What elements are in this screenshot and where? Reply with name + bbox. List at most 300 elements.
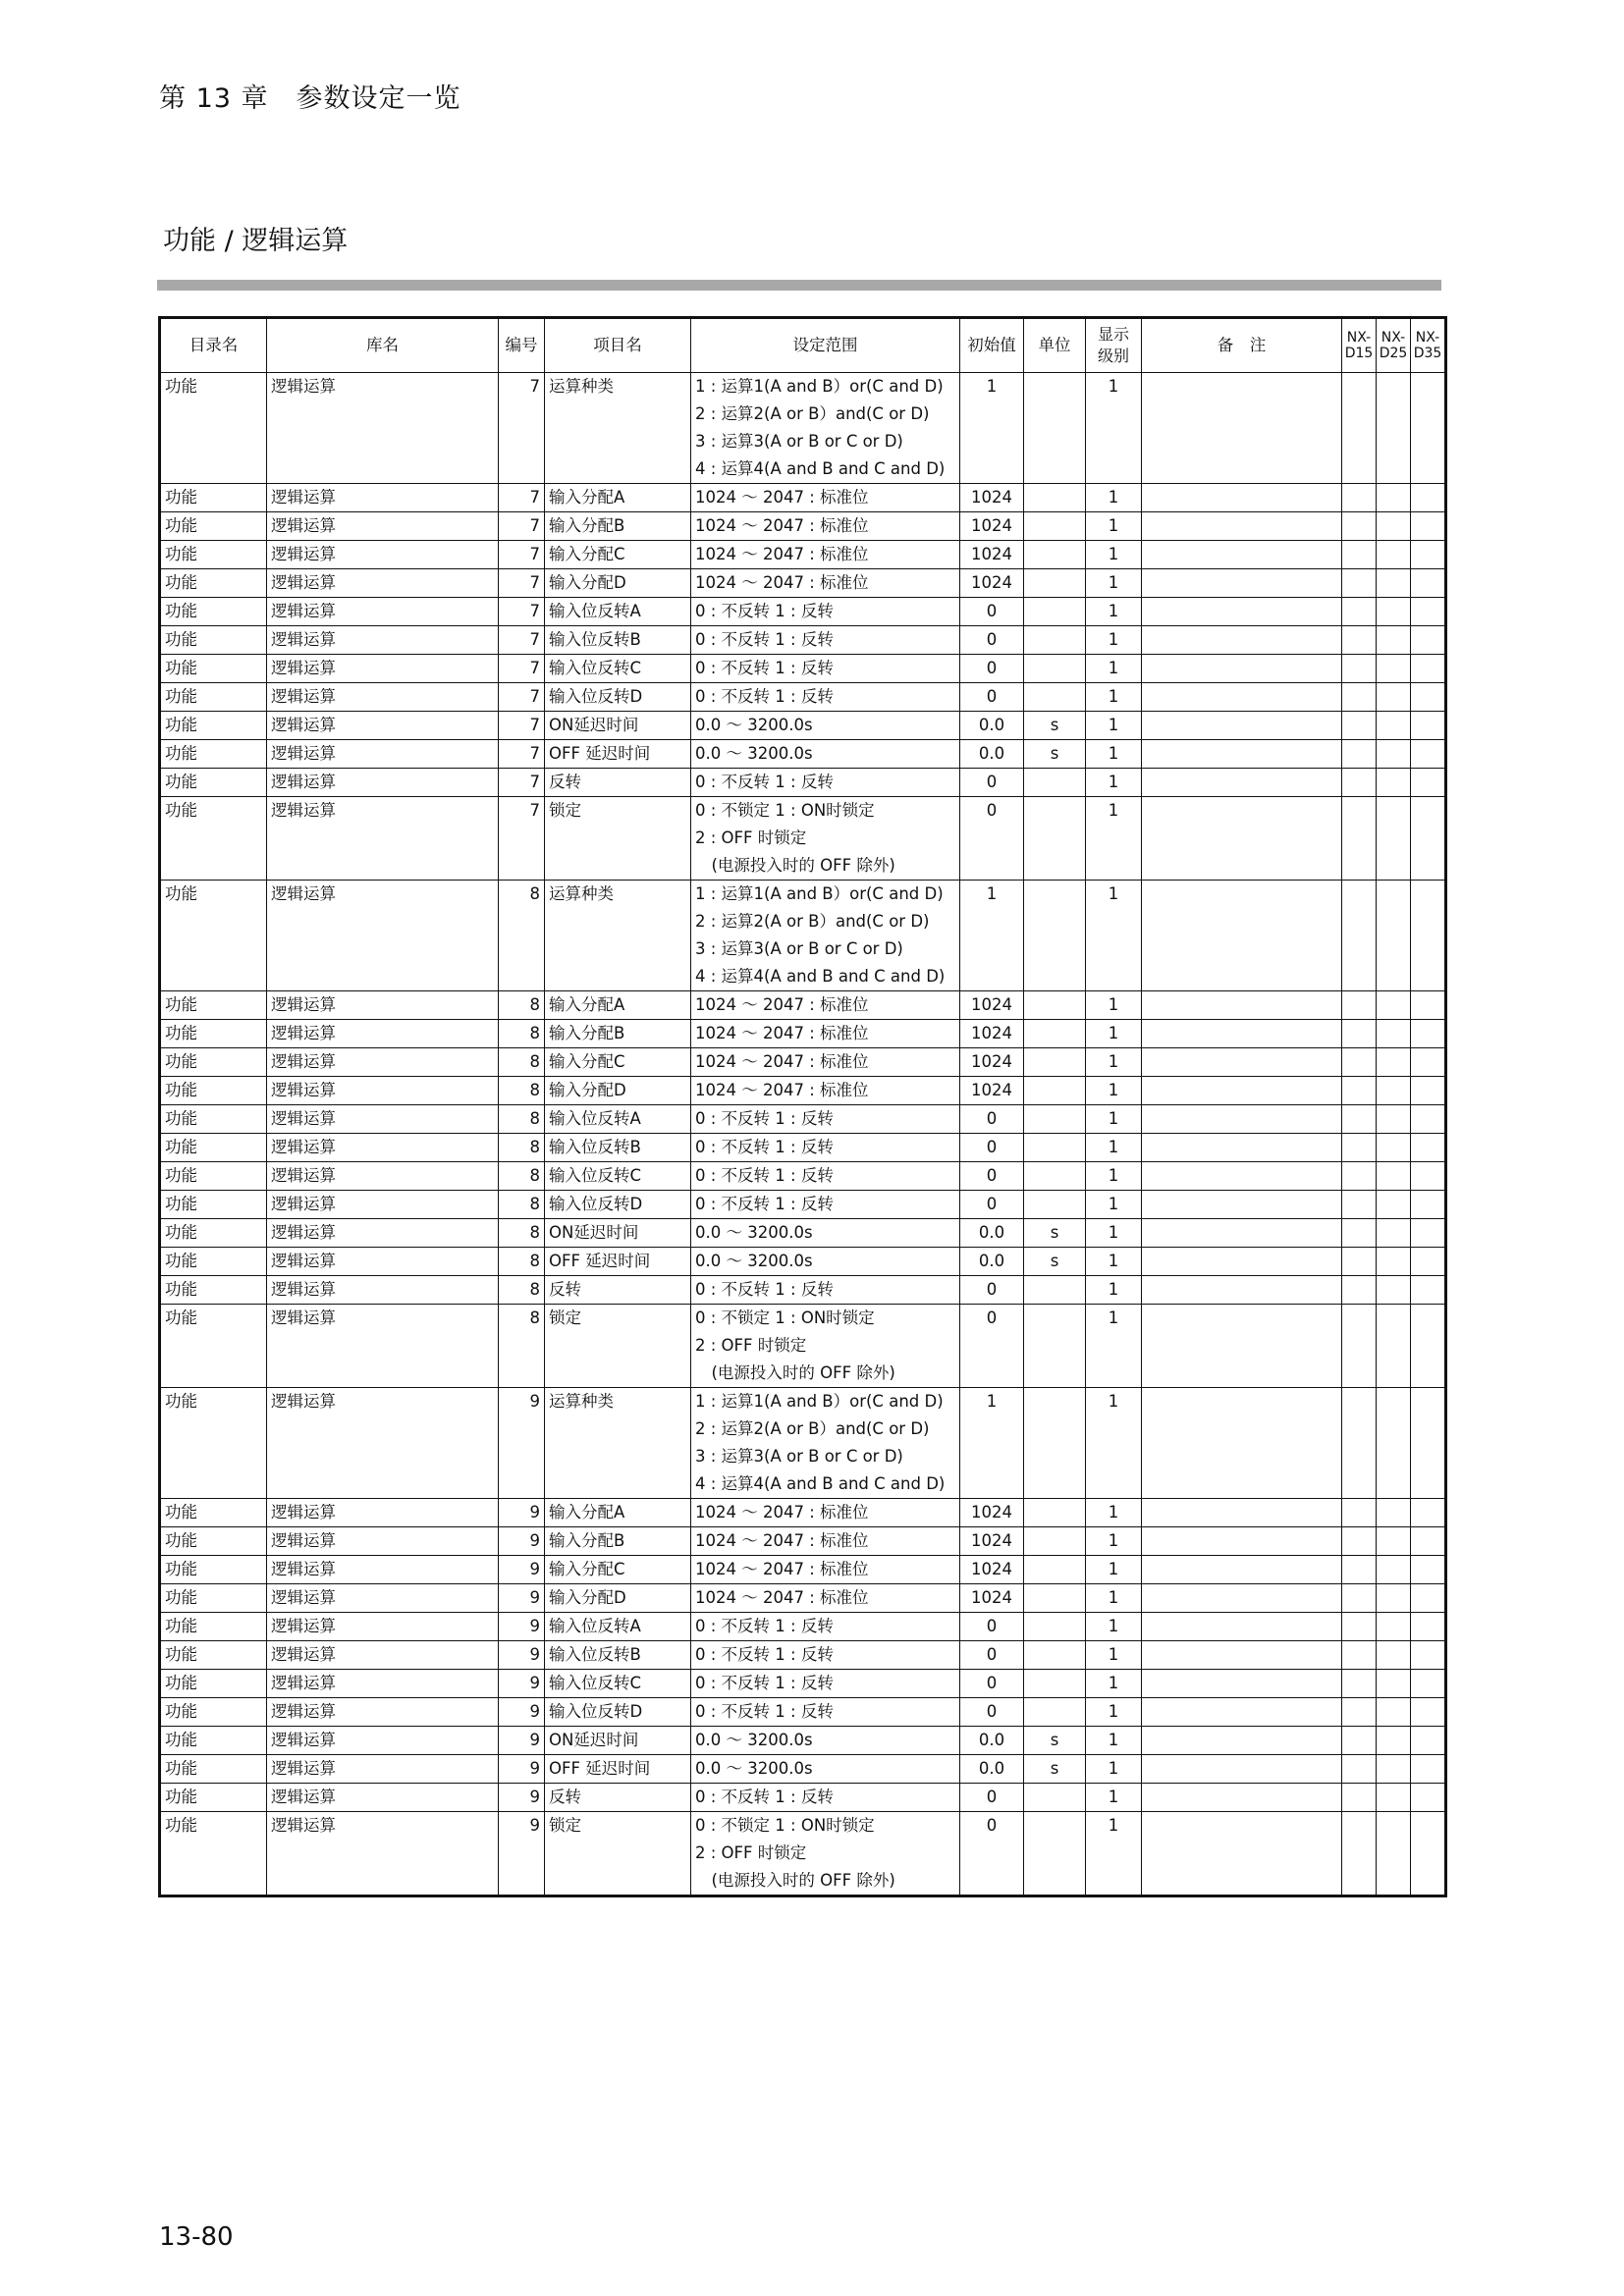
cell-item: 锁定 (545, 797, 691, 881)
range-line: 1 : 运算1(A and B）or(C and D) (695, 1392, 944, 1411)
cell-catalog: 功能 (160, 1020, 267, 1048)
cell-catalog: 功能 (160, 1248, 267, 1276)
table-body (160, 373, 1446, 1896)
cell-range (691, 1613, 960, 1641)
cell-item: 输入分配B (545, 512, 691, 541)
cell-nx-d25 (1377, 1219, 1411, 1248)
cell-nx-d25 (1377, 1276, 1411, 1305)
range-line: 3 : 运算3(A or B or C or D) (695, 432, 903, 451)
cell-number: 9 (499, 1755, 545, 1784)
cell-display-level: 1 (1086, 740, 1142, 769)
table-row (160, 797, 1446, 881)
cell-catalog: 功能 (160, 569, 267, 598)
cell-initial: 1 (960, 1388, 1024, 1499)
cell-range (691, 1527, 960, 1556)
cell-notes (1142, 1276, 1342, 1305)
cell-number: 8 (499, 1048, 545, 1077)
cell-range (691, 1556, 960, 1584)
cell-display-level: 1 (1086, 1784, 1142, 1812)
cell-notes (1142, 1162, 1342, 1191)
cell-number: 8 (499, 1077, 545, 1105)
cell-unit (1024, 1162, 1086, 1191)
cell-unit: s (1024, 712, 1086, 740)
table-row (160, 626, 1446, 655)
cell-initial: 0 (960, 1105, 1024, 1134)
cell-item: 输入分配B (545, 1527, 691, 1556)
cell-nx-d15 (1342, 598, 1377, 626)
table-row (160, 1388, 1446, 1499)
cell-nx-d35 (1411, 1727, 1446, 1755)
cell-item: 输入分配B (545, 1020, 691, 1048)
cell-library: 逻辑运算 (267, 373, 499, 484)
cell-library: 逻辑运算 (267, 541, 499, 569)
cell-initial: 0 (960, 769, 1024, 797)
cell-number: 7 (499, 797, 545, 881)
cell-library: 逻辑运算 (267, 1248, 499, 1276)
cell-library: 逻辑运算 (267, 1584, 499, 1613)
cell-nx-d25 (1377, 1641, 1411, 1670)
table-row (160, 1276, 1446, 1305)
cell-library: 逻辑运算 (267, 1105, 499, 1134)
cell-item: 反转 (545, 1784, 691, 1812)
header-nx-d15 (1342, 318, 1377, 373)
cell-initial: 1024 (960, 512, 1024, 541)
cell-nx-d15 (1342, 569, 1377, 598)
cell-library: 逻辑运算 (267, 569, 499, 598)
cell-nx-d35 (1411, 1584, 1446, 1613)
cell-catalog: 功能 (160, 1584, 267, 1613)
table-row (160, 1048, 1446, 1077)
header-nx-d15-line1: NX- (1346, 330, 1372, 346)
cell-catalog: 功能 (160, 1191, 267, 1219)
cell-nx-d35 (1411, 1276, 1446, 1305)
cell-nx-d35 (1411, 1499, 1446, 1527)
table-row (160, 1162, 1446, 1191)
cell-number: 8 (499, 1248, 545, 1276)
cell-item: 反转 (545, 769, 691, 797)
table-row (160, 512, 1446, 541)
cell-nx-d35 (1411, 797, 1446, 881)
cell-unit (1024, 541, 1086, 569)
cell-library: 逻辑运算 (267, 740, 499, 769)
cell-display-level: 1 (1086, 1020, 1142, 1048)
cell-nx-d25 (1377, 1698, 1411, 1727)
cell-nx-d25 (1377, 1755, 1411, 1784)
cell-unit: s (1024, 1755, 1086, 1784)
cell-item: 输入位反转A (545, 1613, 691, 1641)
table-row (160, 1698, 1446, 1727)
cell-unit: s (1024, 740, 1086, 769)
cell-number: 8 (499, 991, 545, 1020)
cell-nx-d25 (1377, 484, 1411, 512)
cell-range (691, 683, 960, 712)
range-line: 1024 ～ 2047 : 标准位 (695, 516, 869, 535)
cell-item: 锁定 (545, 1305, 691, 1388)
cell-initial: 0 (960, 797, 1024, 881)
range-line: 0.0 ～ 3200.0s (695, 1252, 813, 1270)
cell-display-level: 1 (1086, 1641, 1142, 1670)
cell-nx-d15 (1342, 1698, 1377, 1727)
cell-display-level: 1 (1086, 881, 1142, 991)
range-line: 1024 ～ 2047 : 标准位 (695, 1560, 869, 1578)
cell-nx-d15 (1342, 740, 1377, 769)
cell-range (691, 1020, 960, 1048)
table-row (160, 740, 1446, 769)
cell-catalog: 功能 (160, 512, 267, 541)
cell-range (691, 1499, 960, 1527)
cell-nx-d35 (1411, 569, 1446, 598)
range-line: 0 : 不反转 1 : 反转 (695, 1195, 834, 1213)
cell-nx-d15 (1342, 1305, 1377, 1388)
cell-initial: 1024 (960, 1527, 1024, 1556)
cell-nx-d25 (1377, 769, 1411, 797)
header-nx-d25 (1377, 318, 1411, 373)
cell-catalog: 功能 (160, 1784, 267, 1812)
cell-library: 逻辑运算 (267, 991, 499, 1020)
range-line: 4 : 运算4(A and B and C and D) (695, 967, 946, 986)
cell-range (691, 626, 960, 655)
range-line: 0.0 ～ 3200.0s (695, 744, 813, 763)
cell-notes (1142, 626, 1342, 655)
cell-library: 逻辑运算 (267, 1613, 499, 1641)
range-line: 2 : 运算2(A or B）and(C or D) (695, 1419, 930, 1438)
cell-unit (1024, 1784, 1086, 1812)
cell-nx-d15 (1342, 1248, 1377, 1276)
cell-display-level: 1 (1086, 1248, 1142, 1276)
cell-unit (1024, 373, 1086, 484)
cell-display-level: 1 (1086, 626, 1142, 655)
cell-catalog: 功能 (160, 1727, 267, 1755)
cell-range (691, 1191, 960, 1219)
cell-initial: 0.0 (960, 1219, 1024, 1248)
cell-catalog: 功能 (160, 1388, 267, 1499)
cell-initial: 0 (960, 1162, 1024, 1191)
cell-nx-d15 (1342, 1727, 1377, 1755)
cell-unit (1024, 1191, 1086, 1219)
cell-unit: s (1024, 1219, 1086, 1248)
cell-item: 输入位反转D (545, 1698, 691, 1727)
cell-nx-d35 (1411, 1641, 1446, 1670)
cell-unit (1024, 1527, 1086, 1556)
cell-display-level: 1 (1086, 1305, 1142, 1388)
cell-initial: 0.0 (960, 1727, 1024, 1755)
cell-catalog: 功能 (160, 769, 267, 797)
cell-number: 7 (499, 541, 545, 569)
cell-range (691, 512, 960, 541)
cell-library: 逻辑运算 (267, 1077, 499, 1105)
cell-library: 逻辑运算 (267, 1134, 499, 1162)
table-row (160, 1727, 1446, 1755)
range-line: 0.0 ～ 3200.0s (695, 1731, 813, 1749)
table-row (160, 1755, 1446, 1784)
cell-catalog: 功能 (160, 1219, 267, 1248)
cell-initial: 0 (960, 1276, 1024, 1305)
range-line: 0 : 不反转 1 : 反转 (695, 773, 834, 791)
cell-nx-d35 (1411, 626, 1446, 655)
cell-library: 逻辑运算 (267, 598, 499, 626)
cell-notes (1142, 598, 1342, 626)
cell-library: 逻辑运算 (267, 1556, 499, 1584)
cell-nx-d35 (1411, 1670, 1446, 1698)
table-row (160, 1248, 1446, 1276)
cell-display-level: 1 (1086, 1388, 1142, 1499)
cell-nx-d25 (1377, 1105, 1411, 1134)
range-line: 4 : 运算4(A and B and C and D) (695, 1474, 946, 1493)
cell-library: 逻辑运算 (267, 1784, 499, 1812)
cell-library: 逻辑运算 (267, 512, 499, 541)
cell-item: OFF 延迟时间 (545, 1755, 691, 1784)
cell-display-level: 1 (1086, 683, 1142, 712)
cell-nx-d25 (1377, 1584, 1411, 1613)
table-row (160, 1613, 1446, 1641)
cell-initial: 1024 (960, 1020, 1024, 1048)
range-line: 0 : 不反转 1 : 反转 (695, 1617, 834, 1635)
cell-item: 输入位反转B (545, 1134, 691, 1162)
cell-notes (1142, 1077, 1342, 1105)
cell-catalog: 功能 (160, 373, 267, 484)
cell-unit (1024, 1305, 1086, 1388)
cell-unit (1024, 598, 1086, 626)
cell-nx-d15 (1342, 1812, 1377, 1896)
cell-library: 逻辑运算 (267, 683, 499, 712)
cell-display-level: 1 (1086, 1162, 1142, 1191)
header-display-line1: 显示 (1097, 325, 1129, 344)
table-row (160, 1784, 1446, 1812)
cell-notes (1142, 991, 1342, 1020)
cell-initial: 0.0 (960, 712, 1024, 740)
cell-unit (1024, 1584, 1086, 1613)
cell-unit (1024, 655, 1086, 683)
cell-library: 逻辑运算 (267, 881, 499, 991)
cell-nx-d25 (1377, 1134, 1411, 1162)
cell-library: 逻辑运算 (267, 1527, 499, 1556)
cell-number: 7 (499, 769, 545, 797)
cell-number: 8 (499, 1219, 545, 1248)
cell-unit (1024, 1670, 1086, 1698)
cell-range (691, 1276, 960, 1305)
table-row (160, 1584, 1446, 1613)
cell-display-level: 1 (1086, 1191, 1142, 1219)
section-title: 功能 / 逻辑运算 (163, 226, 349, 256)
cell-nx-d25 (1377, 655, 1411, 683)
cell-display-level: 1 (1086, 1670, 1142, 1698)
cell-notes (1142, 655, 1342, 683)
chapter-title: 第 13 章 参数设定一览 (159, 83, 461, 114)
cell-nx-d25 (1377, 1048, 1411, 1077)
table-row (160, 1670, 1446, 1698)
cell-initial: 0 (960, 1191, 1024, 1219)
cell-item: ON延迟时间 (545, 1727, 691, 1755)
cell-initial: 0 (960, 1812, 1024, 1896)
table-row (160, 1812, 1446, 1896)
cell-notes (1142, 1134, 1342, 1162)
cell-library: 逻辑运算 (267, 1162, 499, 1191)
table-row (160, 1219, 1446, 1248)
table-row (160, 569, 1446, 598)
cell-nx-d25 (1377, 1191, 1411, 1219)
cell-unit (1024, 1556, 1086, 1584)
cell-nx-d15 (1342, 1527, 1377, 1556)
cell-library: 逻辑运算 (267, 1499, 499, 1527)
cell-nx-d25 (1377, 373, 1411, 484)
header-display-level (1086, 318, 1142, 373)
cell-nx-d15 (1342, 1162, 1377, 1191)
cell-nx-d15 (1342, 1670, 1377, 1698)
cell-nx-d15 (1342, 1191, 1377, 1219)
cell-display-level: 1 (1086, 1219, 1142, 1248)
cell-display-level: 1 (1086, 1812, 1142, 1896)
cell-library: 逻辑运算 (267, 1276, 499, 1305)
cell-nx-d35 (1411, 1613, 1446, 1641)
range-line: 0 : 不反转 1 : 反转 (695, 1109, 834, 1128)
cell-range (691, 1698, 960, 1727)
cell-unit (1024, 1641, 1086, 1670)
cell-catalog: 功能 (160, 881, 267, 991)
cell-library: 逻辑运算 (267, 769, 499, 797)
cell-number: 9 (499, 1641, 545, 1670)
cell-notes (1142, 797, 1342, 881)
cell-item: 输入分配D (545, 569, 691, 598)
table-row (160, 712, 1446, 740)
table-row (160, 991, 1446, 1020)
cell-nx-d35 (1411, 598, 1446, 626)
cell-nx-d15 (1342, 683, 1377, 712)
cell-unit (1024, 769, 1086, 797)
cell-nx-d15 (1342, 991, 1377, 1020)
range-line: 0 : 不反转 1 : 反转 (695, 1166, 834, 1185)
cell-notes (1142, 1641, 1342, 1670)
cell-display-level: 1 (1086, 1584, 1142, 1613)
cell-nx-d15 (1342, 1105, 1377, 1134)
cell-notes (1142, 881, 1342, 991)
cell-nx-d25 (1377, 569, 1411, 598)
header-range: 设定范围 (691, 318, 960, 373)
cell-unit (1024, 1276, 1086, 1305)
cell-range (691, 1670, 960, 1698)
cell-initial: 0 (960, 1784, 1024, 1812)
cell-nx-d35 (1411, 1248, 1446, 1276)
header-notes: 备 注 (1142, 318, 1342, 373)
cell-notes (1142, 1191, 1342, 1219)
cell-number: 7 (499, 512, 545, 541)
cell-range (691, 881, 960, 991)
cell-catalog: 功能 (160, 1613, 267, 1641)
cell-item: 反转 (545, 1276, 691, 1305)
cell-catalog: 功能 (160, 797, 267, 881)
cell-nx-d25 (1377, 541, 1411, 569)
header-catalog: 目录名 (160, 318, 267, 373)
section-divider (157, 280, 1441, 291)
cell-initial: 0 (960, 598, 1024, 626)
range-line: (电源投入时的 OFF 除外) (695, 1363, 895, 1382)
cell-catalog: 功能 (160, 1134, 267, 1162)
range-line: 1024 ～ 2047 : 标准位 (695, 1531, 869, 1550)
cell-item: 输入分配C (545, 541, 691, 569)
cell-nx-d15 (1342, 541, 1377, 569)
cell-nx-d25 (1377, 1388, 1411, 1499)
cell-library: 逻辑运算 (267, 1388, 499, 1499)
table-row (160, 1556, 1446, 1584)
cell-nx-d25 (1377, 740, 1411, 769)
table-row (160, 655, 1446, 683)
cell-library: 逻辑运算 (267, 1812, 499, 1896)
page-number: 13-80 (159, 2222, 234, 2252)
cell-number: 8 (499, 1134, 545, 1162)
range-line: 2 : 运算2(A or B）and(C or D) (695, 404, 930, 423)
cell-number: 7 (499, 683, 545, 712)
cell-catalog: 功能 (160, 1276, 267, 1305)
cell-nx-d15 (1342, 1499, 1377, 1527)
cell-nx-d35 (1411, 1020, 1446, 1048)
cell-display-level: 1 (1086, 484, 1142, 512)
cell-display-level: 1 (1086, 1499, 1142, 1527)
cell-nx-d15 (1342, 655, 1377, 683)
header-unit: 单位 (1024, 318, 1086, 373)
cell-display-level: 1 (1086, 373, 1142, 484)
range-line: 0 : 不反转 1 : 反转 (695, 1138, 834, 1156)
cell-library: 逻辑运算 (267, 1641, 499, 1670)
cell-display-level: 1 (1086, 598, 1142, 626)
cell-nx-d35 (1411, 769, 1446, 797)
range-line: 0.0 ～ 3200.0s (695, 1759, 813, 1778)
cell-catalog: 功能 (160, 1755, 267, 1784)
cell-number: 8 (499, 1191, 545, 1219)
cell-nx-d35 (1411, 740, 1446, 769)
cell-number: 7 (499, 712, 545, 740)
cell-item: 输入位反转B (545, 626, 691, 655)
cell-display-level: 1 (1086, 1698, 1142, 1727)
cell-item: 输入位反转D (545, 683, 691, 712)
range-line: 1024 ～ 2047 : 标准位 (695, 1588, 869, 1607)
cell-notes (1142, 484, 1342, 512)
cell-notes (1142, 1556, 1342, 1584)
cell-display-level: 1 (1086, 1527, 1142, 1556)
cell-item: 输入分配A (545, 991, 691, 1020)
cell-range (691, 569, 960, 598)
range-line: 1024 ～ 2047 : 标准位 (695, 1052, 869, 1071)
cell-display-level: 1 (1086, 1276, 1142, 1305)
table-row (160, 1020, 1446, 1048)
cell-nx-d15 (1342, 1584, 1377, 1613)
header-number: 编号 (499, 318, 545, 373)
header-nx-d25-line1: NX- (1380, 330, 1406, 346)
cell-nx-d15 (1342, 1048, 1377, 1077)
cell-unit (1024, 1134, 1086, 1162)
cell-notes (1142, 1812, 1342, 1896)
cell-nx-d35 (1411, 683, 1446, 712)
cell-item: 输入分配A (545, 484, 691, 512)
table-row (160, 1527, 1446, 1556)
cell-range (691, 598, 960, 626)
cell-nx-d35 (1411, 1305, 1446, 1388)
cell-notes (1142, 1670, 1342, 1698)
table-row (160, 1105, 1446, 1134)
cell-notes (1142, 1613, 1342, 1641)
range-line: 1024 ～ 2047 : 标准位 (695, 545, 869, 563)
cell-initial: 1024 (960, 1584, 1024, 1613)
range-line: 3 : 运算3(A or B or C or D) (695, 1447, 903, 1466)
cell-nx-d25 (1377, 1556, 1411, 1584)
cell-nx-d25 (1377, 1077, 1411, 1105)
cell-initial: 0.0 (960, 740, 1024, 769)
cell-range (691, 1048, 960, 1077)
cell-number: 7 (499, 484, 545, 512)
cell-nx-d15 (1342, 1388, 1377, 1499)
cell-display-level: 1 (1086, 1727, 1142, 1755)
cell-catalog: 功能 (160, 1812, 267, 1896)
cell-library: 逻辑运算 (267, 1755, 499, 1784)
cell-display-level: 1 (1086, 512, 1142, 541)
